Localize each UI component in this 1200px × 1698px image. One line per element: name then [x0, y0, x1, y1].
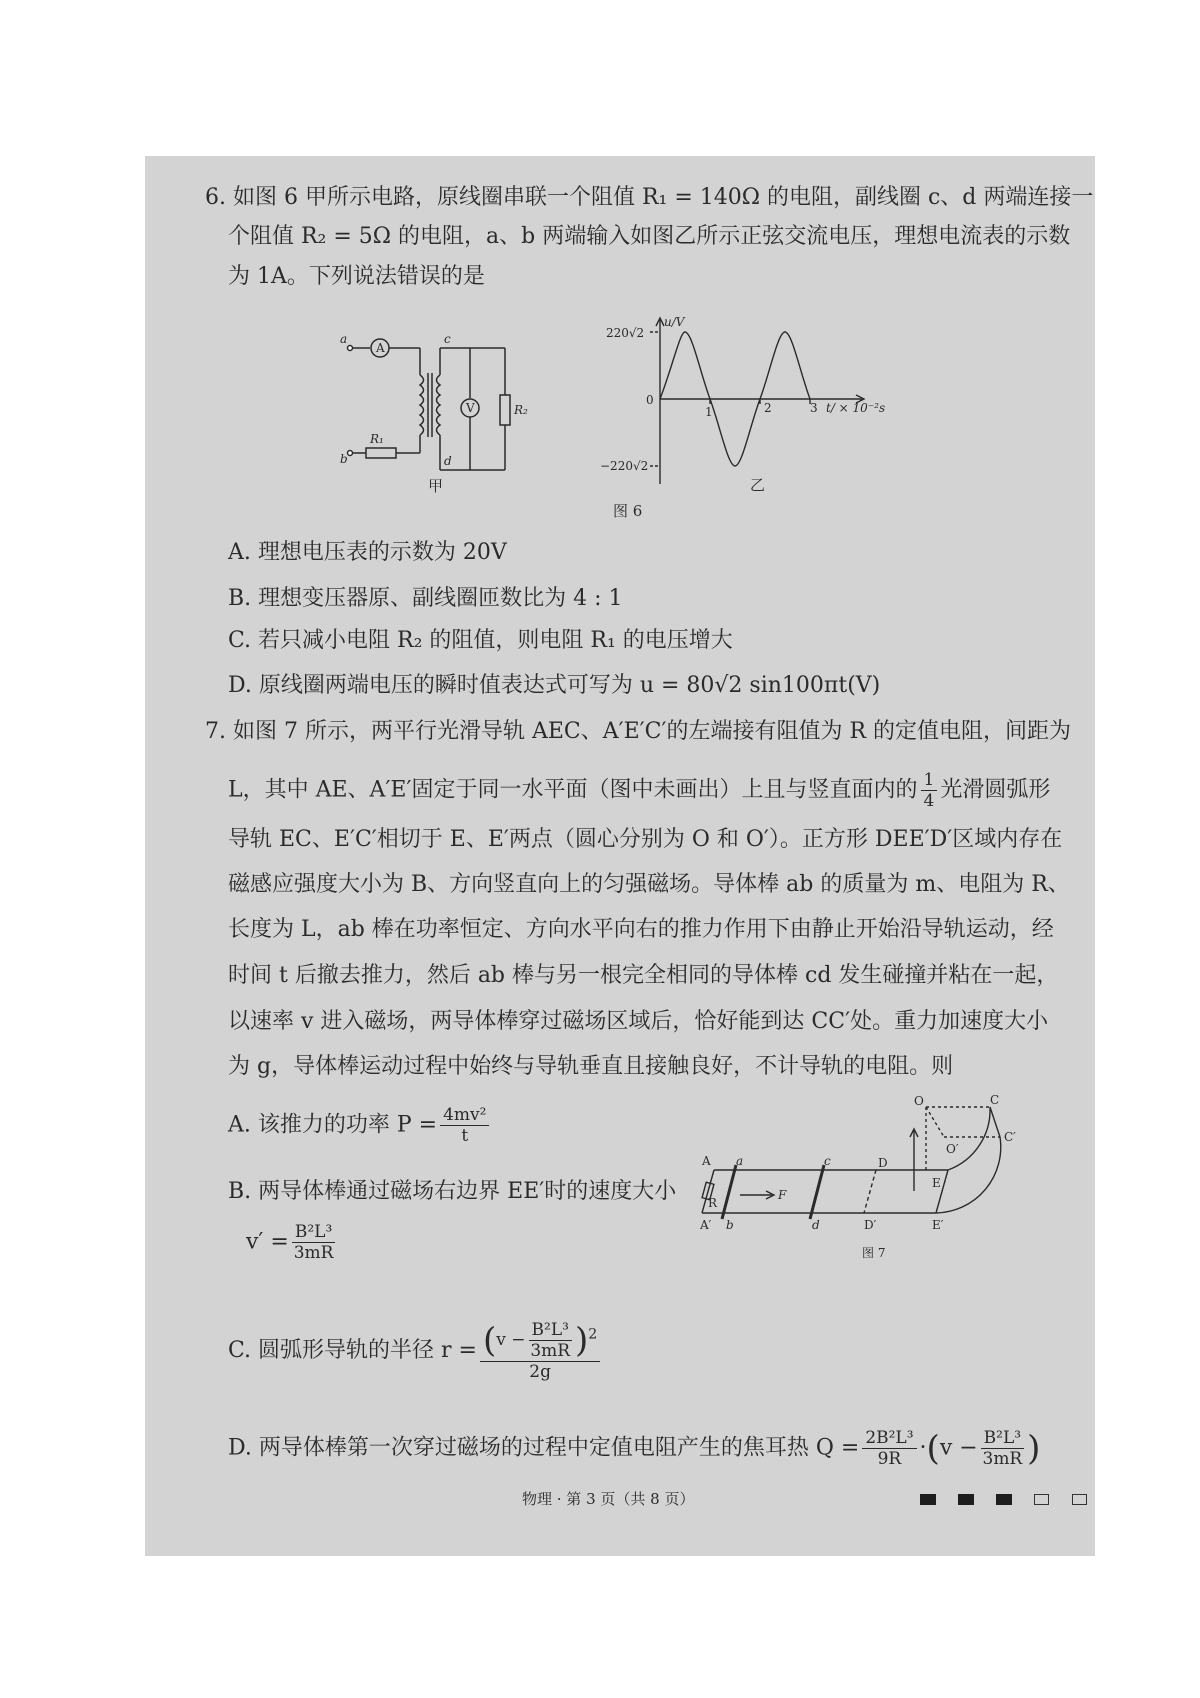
label-E: E	[932, 1176, 941, 1190]
q7-line-5: 长度为 L，ab 棒在功率恒定、方向水平向右的推力作用下由静止开始沿导轨运动，经	[228, 917, 1054, 942]
q7-option-d-text: D. 两导体棒第一次穿过磁场的过程中定值电阻产生的焦耳热 Q =	[228, 1435, 860, 1461]
q7-line-8: 为 g，导体棒运动过程中始终与导轨垂直且接触良好，不计导轨的电阻。则	[228, 1054, 954, 1079]
label-O: O	[914, 1095, 924, 1108]
label-D-prime: D′	[864, 1218, 877, 1232]
graph-tick-1: 1	[705, 405, 713, 419]
q7-option-b-num: B²L³	[292, 1222, 335, 1243]
q7-option-d-fraction-2	[981, 1428, 1024, 1469]
q7-option-b: B. 两导体棒通过磁场右边界 EE′时的速度大小	[228, 1179, 677, 1204]
graph-y-top: 220√2	[606, 326, 645, 340]
q7-option-b-formula	[246, 1222, 338, 1263]
terminal-b-label: b	[340, 452, 348, 466]
q7-line-1: 7. 如图 7 所示，两平行光滑导轨 AEC、A′E′C′的左端接有阻值为 R 的定值电阻，间距为	[205, 719, 1072, 744]
q7-option-a-num: 4mv²	[440, 1105, 489, 1126]
rod-cd	[810, 1165, 824, 1219]
quarter-num: 1	[921, 770, 938, 791]
footer-block-5	[1072, 1494, 1087, 1505]
q7-option-d: D. 两导体棒第一次穿过磁场的过程中定值电阻产生的焦耳热 Q = $\frac{\text{2B²L³}}{9R}$ ·(v − $\frac{\text{B²L³}}{3mR}$ )	[228, 1428, 1041, 1469]
q6-option-b: B. 理想变压器原、副线圈匝数比为 4 : 1	[228, 586, 623, 611]
fig6-caption: 图 6	[613, 502, 643, 520]
page-footer: 物理 · 第 3 页（共 8 页）	[522, 1490, 695, 1508]
voltage-graph	[600, 312, 900, 492]
q7-option-a	[228, 1105, 492, 1146]
q7-option-d-fraction-1	[862, 1428, 916, 1469]
graph-tick-2: 2	[764, 401, 772, 415]
label-D: D	[878, 1156, 888, 1170]
label-c: c	[824, 1154, 831, 1168]
q7-option-a-den: t	[461, 1126, 469, 1146]
q6-line-1: 6. 如图 6 甲所示电路，原线圈串联一个阻值 R₁ = 140Ω 的电阻，副线圈 c、d 两端连接一	[205, 185, 1094, 210]
q7-option-c-inner-v: v −	[496, 1330, 526, 1350]
q7-option-c-text: C. 圆弧形导轨的半径 r =	[228, 1338, 477, 1363]
r1-label: R₁	[370, 432, 384, 446]
circuit-caption: 甲	[428, 477, 444, 495]
footer-block-3	[996, 1494, 1012, 1505]
q7-option-b-fraction	[292, 1222, 335, 1263]
q7-line-7: 以速率 v 进入磁场，两导体棒穿过磁场区域后，恰好能到达 CC′处。重力加速度大小	[228, 1009, 1049, 1034]
q7-line-4: 磁感应强度大小为 B、方向竖直向上的匀强磁场。导体棒 ab 的质量为 m、电阻为 R、	[228, 872, 1070, 897]
label-R: R	[708, 1196, 718, 1210]
fig7-caption: 图 7	[862, 1246, 886, 1260]
footer-block-1	[920, 1494, 936, 1505]
voltmeter-label: V	[466, 401, 475, 415]
q7-option-d-num1: 2B²L³	[862, 1428, 916, 1449]
graph-tick-3: 3	[810, 401, 818, 415]
q7-option-d-inner-num: B²L³	[981, 1428, 1024, 1449]
q7-option-c-inner-fraction	[529, 1320, 572, 1361]
label-C-prime: C′	[1004, 1130, 1016, 1144]
q7-option-a-fraction	[440, 1105, 489, 1146]
quarter-fraction	[921, 770, 938, 811]
q7-line-2b: 光滑圆弧形	[940, 777, 1051, 803]
label-a: a	[736, 1154, 744, 1168]
q7-option-a-text: A. 该推力的功率 P =	[228, 1112, 438, 1138]
q7-option-c-den: 2g	[529, 1362, 551, 1382]
q7-option-c	[228, 1320, 603, 1382]
q7-line-3: 导轨 EC、E′C′相切于 E、E′两点（圆心分别为 O 和 O′）。正方形 DEE′D′区域内存在	[228, 827, 1063, 852]
q7-option-b-lhs: v′ =	[246, 1229, 289, 1255]
rail-diagram	[700, 1095, 1040, 1285]
graph-xlabel: t/ × 10⁻²s	[826, 401, 886, 415]
q7-option-c-fraction	[480, 1320, 600, 1382]
q7-line-2a: L，其中 AE、A′E′固定于同一水平面（图中未画出）上且与竖直面内的	[228, 777, 918, 803]
q6-option-d: D. 原线圈两端电压的瞬时值表达式可写为 u = 80√2 sin100πt(V)	[228, 673, 881, 698]
label-O-prime: O′	[946, 1142, 959, 1156]
q7-line-6: 时间 t 后撤去推力，然后 ab 棒与另一根完全相同的导体棒 cd 发生碰撞并粘在一起，	[228, 963, 1059, 988]
label-A: A	[702, 1154, 711, 1168]
terminal-c-label: c	[444, 332, 451, 346]
ammeter-label: A	[376, 341, 385, 355]
q7-option-c-inner-den: 3mR	[530, 1341, 571, 1361]
q7-option-c-numerator: (v − $\frac{\text{B²L³}}{3mR}$ )$^2$	[480, 1320, 600, 1362]
graph-y-bottom: −220√2	[600, 459, 649, 473]
circuit-diagram	[340, 325, 540, 495]
q7-option-d-den1: 9R	[877, 1449, 902, 1469]
label-d: d	[812, 1218, 820, 1232]
q6-option-a: A. 理想电压表的示数为 20V	[228, 540, 507, 565]
footer-block-4	[1034, 1494, 1049, 1505]
rod-ab	[722, 1165, 736, 1219]
q7-option-c-power: 2	[588, 1326, 598, 1343]
label-A-prime: A′	[700, 1218, 712, 1232]
label-b: b	[726, 1218, 734, 1232]
footer-block-2	[958, 1494, 974, 1505]
graph-ylabel: u/V	[664, 315, 685, 329]
label-E-prime: E′	[932, 1218, 944, 1232]
q7-option-d-inner-v: v −	[939, 1435, 978, 1461]
q7-option-b-den: 3mR	[293, 1243, 334, 1263]
q7-option-d-inner-den: 3mR	[982, 1449, 1023, 1469]
q7-option-c-inner-num: B²L³	[529, 1320, 572, 1341]
q6-option-c: C. 若只减小电阻 R₂ 的阻值，则电阻 R₁ 的电压增大	[228, 628, 733, 653]
q6-line-3: 为 1A。下列说法错误的是	[228, 264, 485, 289]
q7-option-d-dot: ·	[919, 1435, 927, 1461]
terminal-d-label: d	[444, 454, 452, 468]
quarter-den: 4	[923, 791, 935, 811]
r2-label: R₂	[514, 403, 528, 417]
q7-line-2	[228, 770, 1050, 811]
graph-origin: 0	[646, 393, 654, 407]
label-F: F	[778, 1188, 787, 1202]
terminal-a-label: a	[340, 332, 348, 346]
q6-line-2: 个阻值 R₂ = 5Ω 的电阻，a、b 两端输入如图乙所示正弦交流电压，理想电流表的示数	[228, 224, 1071, 249]
label-C: C	[990, 1095, 1000, 1107]
graph-caption: 乙	[750, 476, 766, 492]
